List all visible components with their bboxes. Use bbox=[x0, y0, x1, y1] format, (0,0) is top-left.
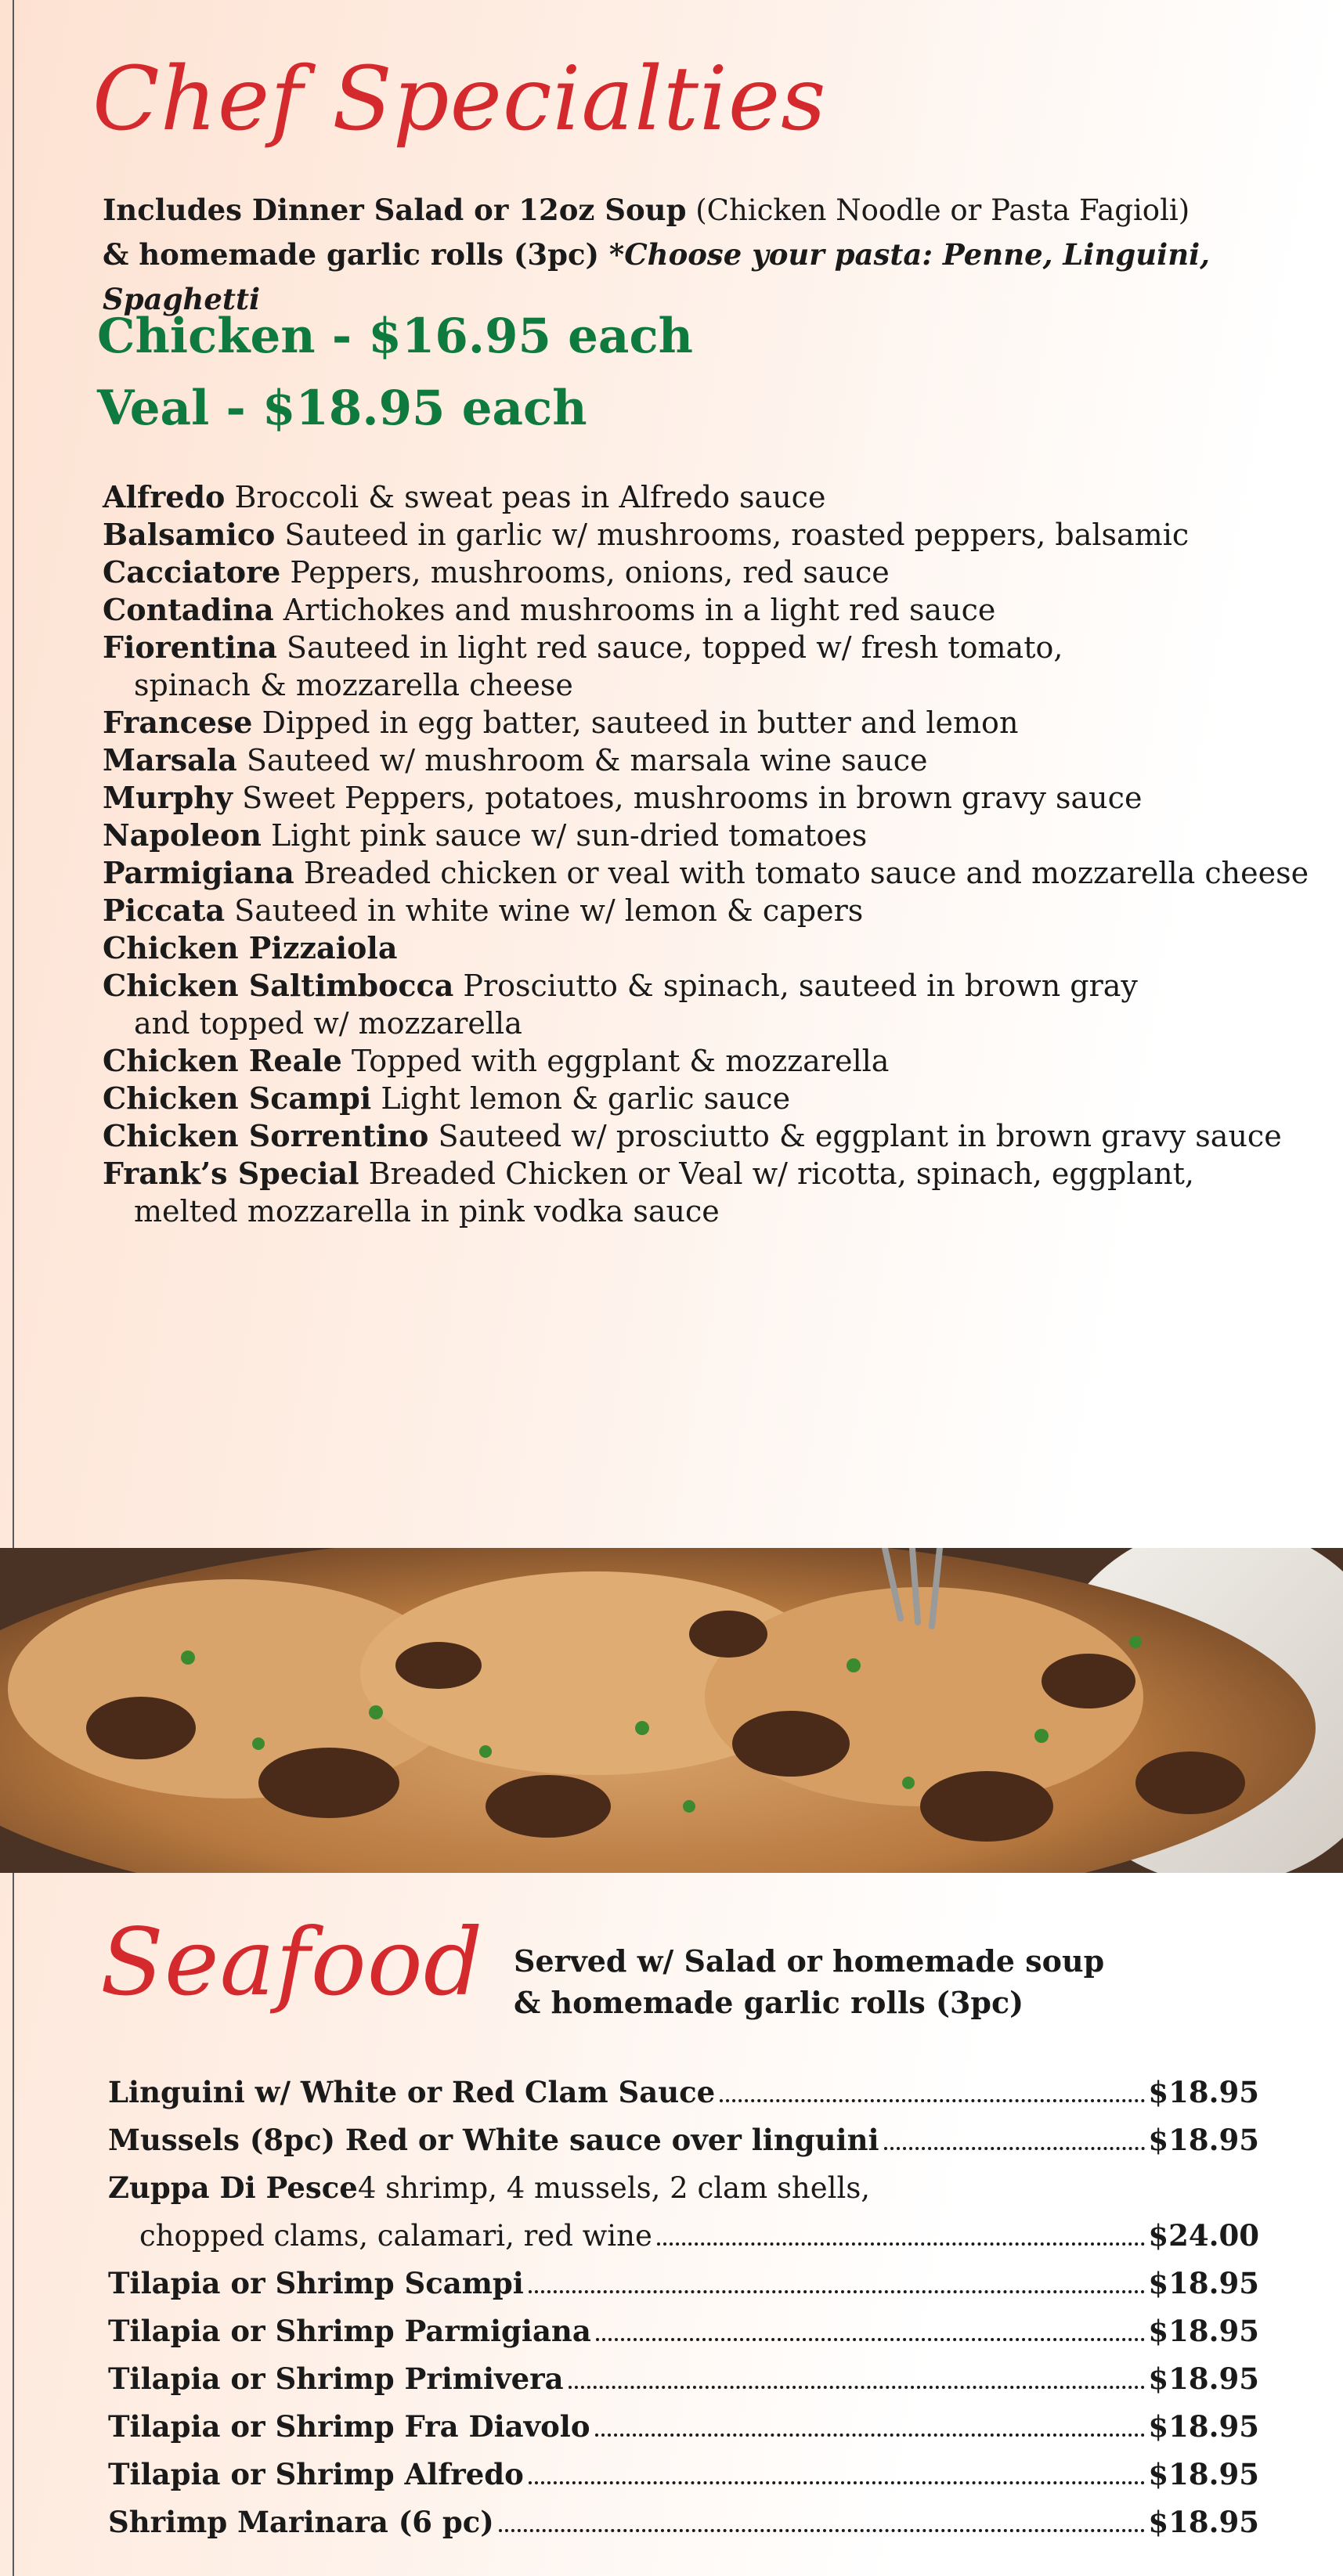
seafood-price: $18.95 bbox=[1148, 2266, 1259, 2300]
seafood-price: $18.95 bbox=[1148, 2361, 1259, 2396]
dish-item bbox=[103, 854, 1324, 892]
dish-item bbox=[103, 1042, 1324, 1080]
dish-description: Light lemon & garlic sauce bbox=[371, 1081, 791, 1116]
seafood-price: $18.95 bbox=[1148, 2505, 1259, 2539]
dish-description: Prosciutto & spinach, sauteed in brown gray bbox=[453, 969, 1138, 1003]
seafood-description: chopped clams, calamari, red wine bbox=[139, 2219, 652, 2253]
dot-leader bbox=[595, 2433, 1146, 2437]
seafood-list bbox=[108, 2069, 1259, 2546]
seafood-price: $18.95 bbox=[1148, 2314, 1259, 2348]
seafood-item bbox=[108, 2307, 1259, 2355]
dish-description: Sauteed in white wine w/ lemon & capers bbox=[225, 893, 864, 928]
dish-name: Contadina bbox=[103, 592, 274, 627]
dish-description: Light pink sauce w/ sun-dried tomatoes bbox=[261, 818, 868, 853]
dish-name: Cacciatore bbox=[103, 554, 281, 590]
dish-name: Chicken Saltimbocca bbox=[103, 968, 454, 1003]
dish-name: Marsala bbox=[103, 742, 237, 777]
dot-leader bbox=[596, 2338, 1146, 2341]
seafood-item-continued bbox=[108, 2212, 1259, 2260]
seafood-price: $18.95 bbox=[1148, 2457, 1259, 2491]
dish-name: Napoleon bbox=[103, 817, 262, 853]
dish-name: Piccata bbox=[103, 893, 226, 928]
seafood-price: $18.95 bbox=[1148, 2075, 1259, 2109]
seafood-title: Seafood bbox=[100, 1908, 484, 2016]
dish-description: Sweet Peppers, potatoes, mushrooms in brown gravy sauce bbox=[233, 781, 1143, 815]
seafood-price: $18.95 bbox=[1148, 2409, 1259, 2444]
dish-description: Topped with eggplant & mozzarella bbox=[341, 1044, 890, 1078]
seafood-item bbox=[108, 2355, 1259, 2403]
dish-description: Sauteed in light red sauce, topped w/ fresh tomato, bbox=[276, 630, 1063, 665]
dish-description: Sauteed w/ mushroom & marsala wine sauce bbox=[236, 743, 928, 777]
seafood-item bbox=[108, 2116, 1259, 2164]
seafood-name: Tilapia or Shrimp Primivera bbox=[108, 2361, 564, 2396]
dish-description-continued: melted mozzarella in pink vodka sauce bbox=[134, 1194, 720, 1228]
dish-item bbox=[103, 892, 1324, 929]
dish-item bbox=[103, 779, 1324, 817]
dish-item bbox=[103, 629, 1324, 704]
dot-leader bbox=[720, 2099, 1145, 2102]
seafood-note-line2: & homemade garlic rolls (3pc) bbox=[514, 1985, 1024, 2020]
dish-description: Breaded Chicken or Veal w/ ricotta, spinach, eggplant, bbox=[359, 1156, 1194, 1191]
dish-description: Artichokes and mushrooms in a light red sauce bbox=[273, 593, 996, 627]
seafood-item bbox=[108, 2069, 1259, 2116]
dish-item bbox=[103, 1155, 1324, 1230]
seafood-name: Linguini w/ White or Red Clam Sauce bbox=[108, 2075, 716, 2109]
dish-description: Peppers, mushrooms, onions, red sauce bbox=[280, 555, 890, 590]
dish-item bbox=[103, 1080, 1324, 1117]
dish-description: Broccoli & sweat peas in Alfredo sauce bbox=[225, 480, 826, 514]
dish-item bbox=[103, 704, 1324, 741]
seafood-name: Tilapia or Shrimp Fra Diavolo bbox=[108, 2409, 590, 2444]
seafood-item bbox=[108, 2260, 1259, 2307]
seafood-description: 4 shrimp, 4 mussels, 2 clam shells, bbox=[357, 2171, 871, 2205]
dish-item bbox=[103, 591, 1324, 629]
chef-dish-list bbox=[103, 478, 1324, 1230]
seafood-name: Tilapia or Shrimp Scampi bbox=[108, 2266, 524, 2300]
dish-description: Sauteed w/ prosciutto & eggplant in brown gravy sauce bbox=[428, 1119, 1282, 1153]
seafood-price: $24.00 bbox=[1148, 2218, 1259, 2253]
dish-description-continued: and topped w/ mozzarella bbox=[134, 1006, 522, 1041]
dish-name: Alfredo bbox=[103, 479, 226, 514]
rolls-text: & homemade garlic rolls (3pc) bbox=[103, 237, 599, 272]
seafood-item bbox=[108, 2498, 1259, 2546]
seafood-price: $18.95 bbox=[1148, 2123, 1259, 2157]
dish-name: Balsamico bbox=[103, 517, 276, 552]
pasta-choice-note: *Choose your pasta: Penne, Linguini, Spaghetti bbox=[103, 237, 1211, 316]
seafood-name: Tilapia or Shrimp Alfredo bbox=[108, 2457, 524, 2491]
seafood-item bbox=[108, 2451, 1259, 2498]
dish-name: Chicken Reale bbox=[103, 1043, 342, 1078]
dish-name: Chicken Scampi bbox=[103, 1081, 372, 1116]
dish-description: Sauteed in garlic w/ mushrooms, roasted peppers, balsamic bbox=[275, 518, 1190, 552]
dish-name: Chicken Sorrentino bbox=[103, 1118, 429, 1153]
dish-item bbox=[103, 478, 1324, 516]
includes-soup-options: (Chicken Noodle or Pasta Fagioli) bbox=[686, 193, 1190, 227]
seafood-item bbox=[108, 2403, 1259, 2451]
dish-name: Chicken Pizzaiola bbox=[103, 930, 398, 965]
includes-bold: Includes Dinner Salad or 12oz Soup bbox=[103, 193, 687, 227]
dish-description: Dipped in egg batter, sauteed in butter and lemon bbox=[252, 705, 1019, 740]
dish-item bbox=[103, 929, 1324, 967]
dish-name: Murphy bbox=[103, 780, 233, 815]
seafood-name: Mussels (8pc) Red or White sauce over linguini bbox=[108, 2123, 879, 2157]
seafood-item bbox=[108, 2164, 1259, 2212]
seafood-name: Shrimp Marinara (6 pc) bbox=[108, 2505, 494, 2539]
seafood-note bbox=[514, 1940, 1104, 2023]
dot-leader bbox=[529, 2481, 1146, 2484]
chef-includes-text bbox=[103, 188, 1324, 322]
dish-item bbox=[103, 1117, 1324, 1155]
chicken-price: Chicken - $16.95 each bbox=[97, 308, 693, 364]
dish-item bbox=[103, 741, 1324, 779]
dish-item bbox=[103, 516, 1324, 554]
dish-description: Breaded chicken or veal with tomato sauce and mozzarella cheese bbox=[294, 856, 1309, 890]
includes-line bbox=[103, 188, 1324, 233]
seafood-note-line1: Served w/ Salad or homemade soup bbox=[514, 1943, 1105, 1979]
dot-leader bbox=[529, 2290, 1146, 2293]
dish-item bbox=[103, 554, 1324, 591]
dot-leader bbox=[499, 2529, 1146, 2532]
left-border-rule bbox=[13, 0, 14, 2576]
dish-name: Frank’s Special bbox=[103, 1156, 359, 1191]
veal-price: Veal - $18.95 each bbox=[97, 381, 587, 436]
dish-name: Fiorentina bbox=[103, 630, 277, 665]
dot-leader bbox=[657, 2242, 1146, 2246]
dish-name: Parmigiana bbox=[103, 855, 294, 890]
seafood-name: Zuppa Di Pesce bbox=[108, 2170, 358, 2205]
chicken-marsala-photo bbox=[0, 1548, 1343, 1873]
dish-item bbox=[103, 817, 1324, 854]
dish-item bbox=[103, 967, 1324, 1042]
chef-specialties-title: Chef Specialties bbox=[92, 49, 827, 150]
dot-leader bbox=[569, 2386, 1146, 2389]
dish-name: Francese bbox=[103, 705, 253, 740]
dot-leader bbox=[884, 2147, 1146, 2150]
dish-description-continued: spinach & mozzarella cheese bbox=[134, 668, 573, 702]
food-illustration bbox=[0, 1548, 1343, 1873]
seafood-name: Tilapia or Shrimp Parmigiana bbox=[108, 2314, 591, 2348]
